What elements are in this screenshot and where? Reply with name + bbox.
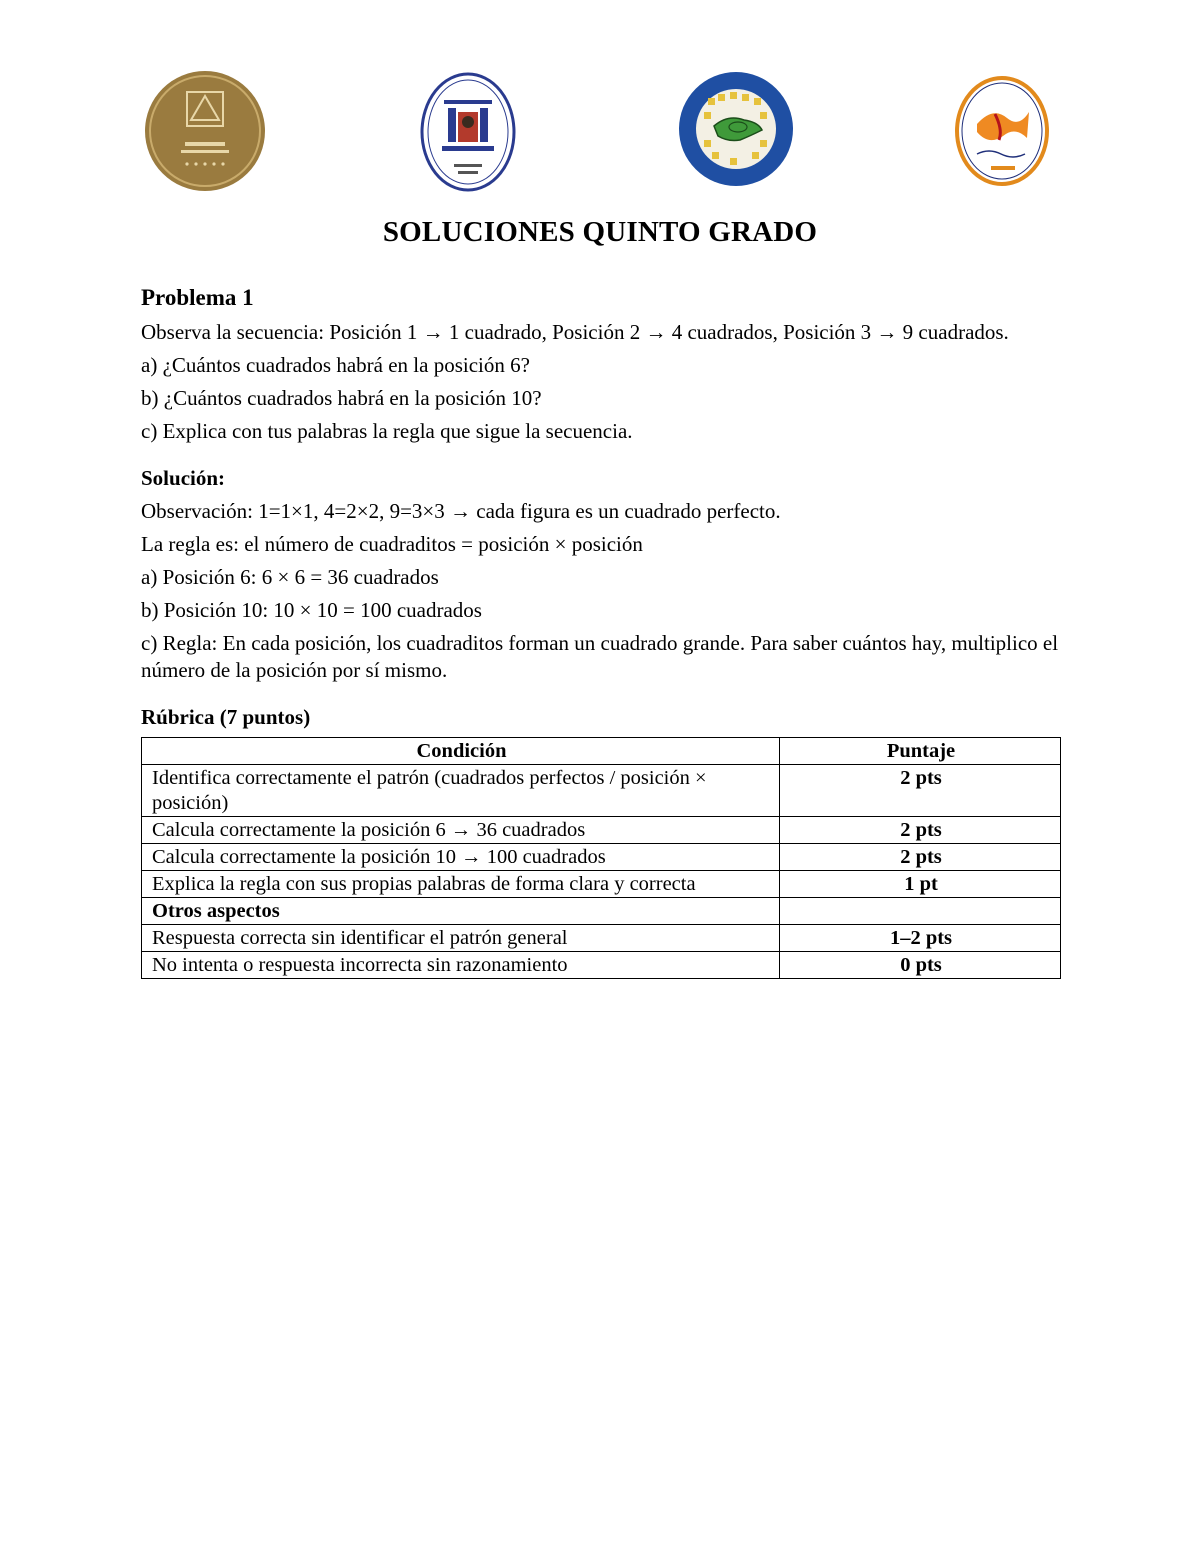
table-row bbox=[142, 817, 1061, 844]
page-title: SOLUCIONES QUINTO GRADO bbox=[382, 216, 818, 248]
rubric-header-row bbox=[142, 738, 1061, 765]
question-b: b) ¿Cuántos cuadrados habrá en la posición 10? bbox=[141, 386, 542, 410]
solution-rule: La regla es: el número de cuadraditos = posición × posición bbox=[141, 532, 643, 556]
rubric-header-score: Puntaje bbox=[780, 738, 1061, 765]
table-row bbox=[142, 925, 1061, 952]
rubric-condition: Calcula correctamente la posición 10 → 100 cuadrados bbox=[142, 844, 780, 871]
question-a: a) ¿Cuántos cuadrados habrá en la posición 6? bbox=[141, 353, 530, 377]
table-row bbox=[142, 765, 1061, 817]
rubric-heading: Rúbrica (7 puntos) bbox=[141, 705, 311, 729]
rubric-score: 1 pt bbox=[780, 871, 1061, 898]
rubric-score bbox=[780, 898, 1061, 925]
rubric-condition: Calcula correctamente la posición 6 → 36 cuadrados bbox=[142, 817, 780, 844]
table-row bbox=[142, 844, 1061, 871]
rubric-score: 2 pts bbox=[780, 765, 1061, 817]
rubric-condition: Respuesta correcta sin identificar el patrón general bbox=[142, 925, 780, 952]
rubric-condition: No intenta o respuesta incorrecta sin razonamiento bbox=[142, 952, 780, 979]
rubric-subheading: Otros aspectos bbox=[142, 898, 780, 925]
solution-c: c) Regla: En cada posición, los cuadraditos forman un cuadrado grande. Para saber cuántos hay, multiplico el número de la posición por sí mismo. bbox=[141, 631, 1059, 682]
upnfm-logo bbox=[420, 72, 516, 192]
question-c: c) Explica con tus palabras la regla que sigue la secuencia. bbox=[141, 419, 633, 443]
logo-row bbox=[0, 70, 1200, 195]
rubric-score: 1–2 pts bbox=[780, 925, 1061, 952]
solution-a: a) Posición 6: 6 × 6 = 36 cuadrados bbox=[141, 565, 439, 589]
rubric-score: 2 pts bbox=[780, 844, 1061, 871]
olimpiadas-logo bbox=[678, 70, 794, 188]
secretaria-educacion-logo bbox=[143, 70, 267, 192]
rubric-table bbox=[141, 737, 1061, 979]
document-body bbox=[141, 284, 1061, 979]
problem-statement: Observa la secuencia: Posición 1 → 1 cuadrado, Posición 2 → 4 cuadrados, Posición 3 → 9 cuadrados. bbox=[141, 320, 1009, 344]
rubric-header-condition: Condición bbox=[142, 738, 780, 765]
solution-heading: Solución: bbox=[141, 466, 226, 490]
upnfm-math-logo bbox=[955, 76, 1049, 186]
table-row bbox=[142, 898, 1061, 925]
solution-observation: Observación: 1=1×1, 4=2×2, 9=3×3 → cada figura es un cuadrado perfecto. bbox=[141, 499, 781, 523]
table-row bbox=[142, 871, 1061, 898]
rubric-score: 0 pts bbox=[780, 952, 1061, 979]
problem-heading: Problema 1 bbox=[141, 285, 254, 310]
solution-b: b) Posición 10: 10 × 10 = 100 cuadrados bbox=[141, 598, 482, 622]
rubric-condition: Explica la regla con sus propias palabras de forma clara y correcta bbox=[142, 871, 780, 898]
rubric-condition: Identifica correctamente el patrón (cuadrados perfectos / posición × posición) bbox=[142, 765, 780, 817]
rubric-score: 2 pts bbox=[780, 817, 1061, 844]
table-row bbox=[142, 952, 1061, 979]
